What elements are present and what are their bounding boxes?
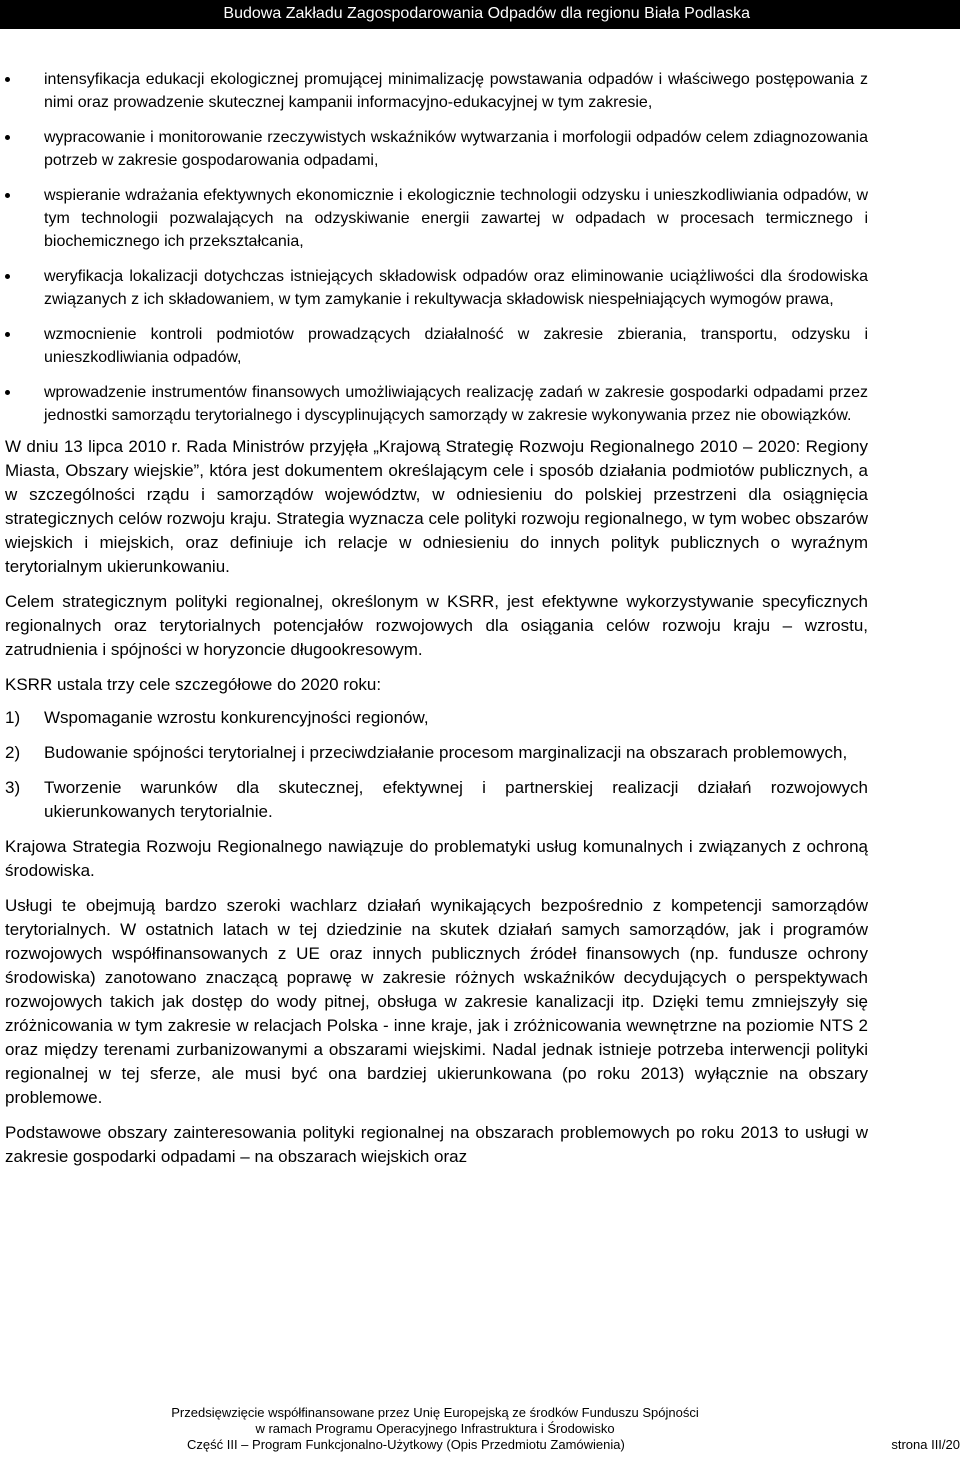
footer-bottom-row [0,1437,960,1453]
list-item [5,381,868,427]
footer-part-title: Część III – Program Funkcjonalno-Użytkowy (Opis Przedmiotu Zamówienia) [187,1437,625,1452]
paragraph-services-scope: Usługi te obejmują bardzo szeroki wachlarz działań wynikających bezpośrednio z kompetencji samorządów terytorialnych. W ostatnich latach w tej dziedzinie na skutek działań samych samorządów, jak i programów rozwojowych współfinansowanych z UE oraz innych publicznych źródeł finansowych (np. fundusze ochrony środowiska) zanotowano znaczącą poprawę w zakresie różnych wskaźników decydujących o perspektywach rozwojowych takich jak dostęp do wody pitnej, obsługa w zakresie kanalizacji itp. Dzięki temu zmniejszyły się zróżnicowania w tym zakresie w relacjach Polska - inne kraje, jak i zróżnicowania wewnętrzne na poziomie NTS 2 oraz między terenami zurbanizowanymi a obszarami wiejskimi. Nadal jednak istnieje potrzeba interwencji polityki regionalnej w tej sferze, ale musi być ona bardziej ukierunkowana (po roku 2013) wyłącznie na obszary problemowe. [5,896,868,1107]
paragraph-goals-intro: KSRR ustala trzy cele szczegółowe do 2020 roku: [5,675,382,694]
list-item-text: wzmocnienie kontroli podmiotów prowadzących działalność w zakresie zbierania, transportu, odzysku i unieszkodliwiania odpadów, [44,326,868,366]
paragraph-strategic-goal: Celem strategicznym polityki regionalnej, określonym w KSRR, jest efektywne wykorzystywanie specyficznych regionalnych oraz terytorialnych potencjałów rozwojowych dla osiągania celów rozwoju kraju – wzrostu, zatrudnienia i spójności w horyzoncie długookresowym. [5,592,868,659]
paragraph-ksrr-adoption: W dniu 13 lipca 2010 r. Rada Ministrów przyjęła „Krajową Strategię Rozwoju Regionalnego 2010 – 2020: Regiony Miasta, Obszary wiejskie”, która jest dokumentem określającym cele i sposób działania podmiotów publicznych, a w szczególności rządu i samorządów województw, w odniesieniu do polskiej przestrzeni dla osiągnięcia strategicznych celów rozwoju kraju. Strategia wyznacza cele polityki rozwoju regionalnego, w tym wobec obszarów wiejskich i miejskich, oraz definiuje ich relacje w odniesieniu do innych polityk publicznych o wyraźnym terytorialnym ukierunkowaniu. [5,437,868,576]
list-item-text: wypracowanie i monitorowanie rzeczywistych wskaźników wytwarzania i morfologii odpadów celem zdiagnozowania potrzeb w zakresie gospodarowania odpadami, [44,129,868,169]
list-item-text: intensyfikacja edukacji ekologicznej promującej minimalizację powstawania odpadów i właściwego postępowania z nimi oraz prowadzenie skutecznej kampanii informacyjno-edukacyjnej w tym zakresie, [44,71,868,111]
list-item [5,68,868,114]
list-item [5,323,868,369]
goal-item [5,741,868,765]
bullet-dot-icon [5,135,10,140]
goal-number: 3) [5,778,21,797]
list-item-text: wspieranie wdrażania efektywnych ekonomicznie i ekologicznie technologii odzysku i unieszkodliwiania odpadów, w tym technologii pozwalających na odzyskiwanie energii zawartej w odpadach w procesach termicznego i biochemicznego ich przekształcania, [44,187,868,250]
page-number: strona III/20 [891,1437,960,1452]
goals-list [5,706,868,824]
goal-number: 1) [5,708,21,727]
bullet-dot-icon [5,390,10,395]
paragraph-municipal-services: Krajowa Strategia Rozwoju Regionalnego nawiązuje do problematyki usług komunalnych i związanych z ochroną środowiska. [5,837,868,880]
list-item [5,265,868,311]
list-item [5,126,868,172]
goal-number: 2) [5,743,21,762]
goal-item [5,706,868,730]
list-item-text: weryfikacja lokalizacji dotychczas istniejących składowisk odpadów oraz eliminowanie uciążliwości dla środowiska związanych z ich składowaniem, w tym zamykanie i rekultywacja składowisk niespełniających wymogów prawa, [44,268,868,308]
goal-text: Budowanie spójności terytorialnej i przeciwdziałanie procesom marginalizacji na obszarach problemowych, [44,743,848,762]
list-item [5,184,868,253]
bullet-dot-icon [5,193,10,198]
goal-text: Wspomaganie wzrostu konkurencyjności regionów, [44,708,429,727]
document-title: Budowa Zakładu Zagospodarowania Odpadów dla regionu Biała Podlaska [223,5,750,22]
bullet-dot-icon [5,332,10,337]
footer-programme: w ramach Programu Operacyjnego Infrastruktura i Środowisko [255,1421,615,1436]
bullet-dot-icon [5,274,10,279]
bullet-dot-icon [5,77,10,82]
bullet-list [5,68,868,427]
page-content [5,68,868,1180]
goal-item [5,776,868,824]
paragraph-problem-areas: Podstawowe obszary zainteresowania polityki regionalnej na obszarach problemowych po roku 2013 to usługi w zakresie gospodarki odpadami – na obszarach wiejskich oraz [5,1123,868,1166]
footer-cofinancing: Przedsięwzięcie współfinansowane przez Unię Europejską ze środków Funduszu Spójności [171,1405,699,1420]
page-footer [0,1405,960,1453]
header-bar [0,0,960,29]
goal-text: Tworzenie warunków dla skutecznej, efektywnej i partnerskiej realizacji działań rozwojowych ukierunkowanych terytorialnie. [44,778,868,821]
list-item-text: wprowadzenie instrumentów finansowych umożliwiających realizację zadań w zakresie gospodarki odpadami przez jednostki samorządu terytorialnego i dyscyplinujących samorządy w zakresie wykonywania przez nie obowiązków. [44,384,868,424]
